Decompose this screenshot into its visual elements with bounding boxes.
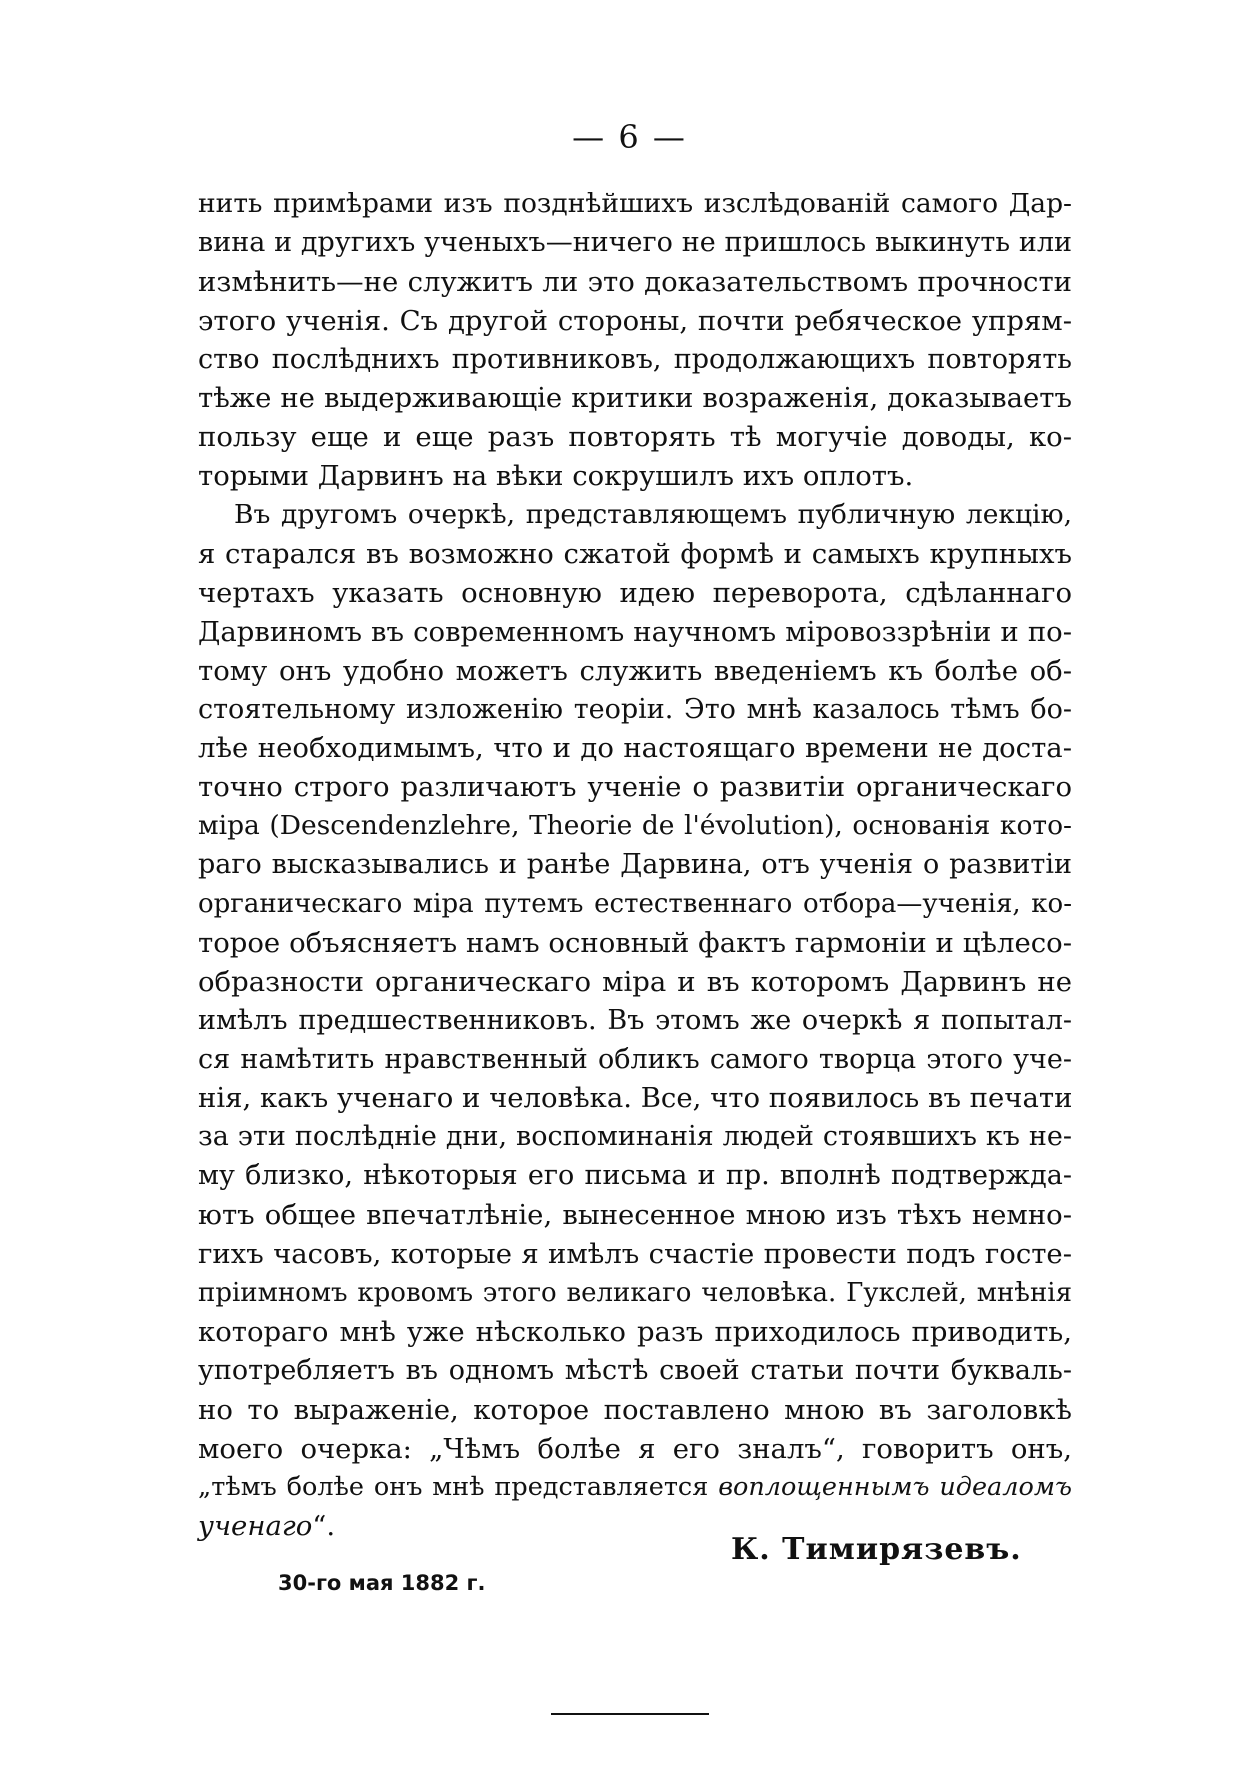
- body-text: [198, 185, 1072, 1546]
- text-line: тѣже не выдерживающіе критики возраженія, доказываетъ: [198, 382, 1072, 415]
- author-signature: К. Тимирязевъ.: [731, 1532, 1022, 1567]
- quote-plain: „тѣмъ болѣе онъ мнѣ представляется: [198, 1472, 709, 1503]
- page-number: — 6 —: [572, 118, 687, 156]
- text-line: [198, 1468, 1072, 1507]
- text-line: му близко, нѣкоторыя его письма и пр. вполнѣ подтвержда-: [198, 1160, 1072, 1192]
- quote-end: “.: [312, 1510, 336, 1543]
- text-line: Въ другомъ очеркѣ, представляющемъ публичную лекцію,: [234, 499, 1072, 531]
- text-line: міра (Descendenzlehre, Theorie de l'évolution), основанія кото-: [198, 810, 1072, 842]
- text-line: лѣе необходимымъ, что и до настоящаго времени не доста-: [198, 732, 1072, 765]
- text-line: за эти послѣдніе дни, воспоминанія людей стоявшихъ къ не-: [198, 1121, 1072, 1153]
- text-line: гихъ часовъ, которые я имѣлъ счастіе провести подъ госте-: [198, 1238, 1072, 1271]
- text-line: ютъ общее впечатлѣніе, вынесенное мною изъ тѣхъ немно-: [198, 1199, 1072, 1232]
- text-line: употребляетъ въ одномъ мѣстѣ своей статьи почти букваль-: [198, 1354, 1072, 1386]
- text-line: имѣлъ предшественниковъ. Въ этомъ же очеркѣ я попытал-: [198, 1004, 1072, 1036]
- text-line: ство послѣднихъ противниковъ, продолжающихъ повторять: [198, 343, 1072, 375]
- text-line: но то выраженіе, которое поставлено мною въ заголовкѣ: [198, 1393, 1072, 1426]
- text-line: Дарвиномъ въ современномъ научномъ міровоззрѣніи и по-: [198, 615, 1072, 648]
- text-line: моего очерка: „Чѣмъ болѣе я его зналъ“, говоритъ онъ,: [198, 1432, 1072, 1465]
- text-line: этого ученія. Съ другой стороны, почти ребяческое упрям-: [198, 304, 1072, 337]
- text-line: точно строго различаютъ ученіе о развитіи органическаго: [198, 771, 1072, 804]
- text-line: нія, какъ ученаго и человѣка. Все, что появилось въ печати: [198, 1082, 1073, 1115]
- text-line: раго высказывались и ранѣе Дарвина, отъ ученія о развитіи: [198, 849, 1072, 881]
- text-line: торыми Дарвинъ на вѣки сокрушилъ ихъ оплотъ.: [198, 460, 914, 493]
- text-line: органическаго міра путемъ естественнаго отбора—ученія, ко-: [198, 889, 1072, 920]
- closing-rule: [551, 1713, 709, 1715]
- text-line: пользу еще и еще разъ повторять тѣ могучіе доводы, ко-: [198, 421, 1072, 454]
- text-line: котораго мнѣ уже нѣсколько разъ приходилось приводить,: [198, 1315, 1072, 1348]
- text-line: нить примѣрами изъ позднѣйшихъ изслѣдованій самого Дар-: [198, 188, 1072, 219]
- text-line: чертахъ указать основную идею переворота, сдѣланнаго: [198, 576, 1072, 609]
- text-line: тому онъ удобно можетъ служить введеніемъ къ болѣе об-: [198, 654, 1072, 687]
- text-line: вина и другихъ ученыхъ—ничего не пришлось выкинуть или: [198, 226, 1072, 258]
- text-line: образности органическаго міра и въ которомъ Дарвинъ не: [198, 965, 1072, 998]
- quote-italic: ученаго: [198, 1510, 313, 1543]
- text-line: пріимномъ кровомъ этого великаго человѣка. Гукслей, мнѣнія: [198, 1277, 1072, 1308]
- date-line: 30-го мая 1882 г.: [278, 1571, 486, 1595]
- quote-italic: воплощеннымъ идеаломъ: [718, 1472, 1072, 1503]
- text-line: я старался въ возможно сжатой формѣ и самыхъ крупныхъ: [198, 538, 1072, 571]
- text-line: стоятельному изложенію теоріи. Это мнѣ казалось тѣмъ бо-: [198, 693, 1072, 725]
- text-line: измѣнить—не служитъ ли это доказательствомъ прочности: [198, 265, 1072, 298]
- text-line: ся намѣтить нравственный обликъ самого творца этого уче-: [198, 1043, 1072, 1075]
- text-line: торое объясняетъ намъ основный фактъ гармоніи и цѣлесо-: [198, 926, 1072, 959]
